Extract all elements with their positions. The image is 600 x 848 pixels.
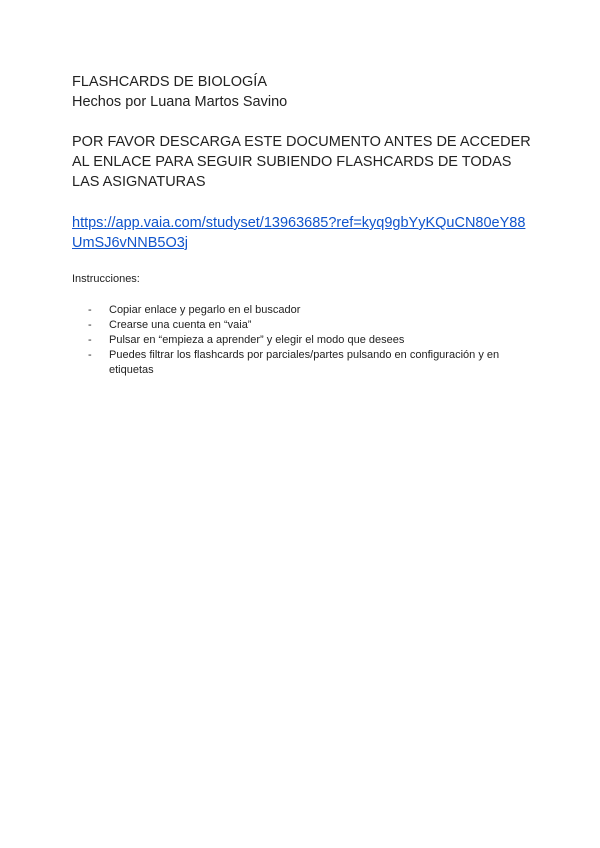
document-header — [72, 72, 287, 112]
list-bullet: - — [88, 304, 92, 316]
list-bullet: - — [88, 349, 92, 361]
document-author: Hechos por Luana Martos Savino — [72, 94, 288, 110]
list-bullet: - — [88, 319, 92, 331]
list-item-text: Crearse una cuenta en “vaia” — [109, 319, 252, 331]
studyset-link[interactable]: https://app.vaia.com/studyset/13963685?ref=kyq9gbYyKQuCN80eY88UmSJ6vNNB5O3j — [72, 215, 526, 251]
list-item-text: Copiar enlace y pegarlo en el buscador — [109, 304, 301, 316]
list-item — [88, 333, 528, 348]
list-item-text: Pulsar en “empieza a aprender” y elegir el modo que desees — [109, 334, 405, 346]
download-notice: POR FAVOR DESCARGA ESTE DOCUMENTO ANTES DE ACCEDER AL ENLACE PARA SEGUIR SUBIENDO FLASHCARDS DE TODAS LAS ASIGNATURAS — [72, 134, 531, 190]
instructions-title: Instrucciones: — [72, 273, 140, 285]
list-item-text: Puedes filtrar los flashcards por parciales/partes pulsando en configuración y en etiquetas — [109, 349, 500, 376]
list-item — [88, 348, 528, 378]
list-bullet: - — [88, 334, 92, 346]
list-item — [88, 318, 528, 333]
document-title: FLASHCARDS DE BIOLOGÍA — [72, 74, 267, 90]
list-item — [88, 303, 528, 318]
instructions-list — [88, 303, 528, 378]
